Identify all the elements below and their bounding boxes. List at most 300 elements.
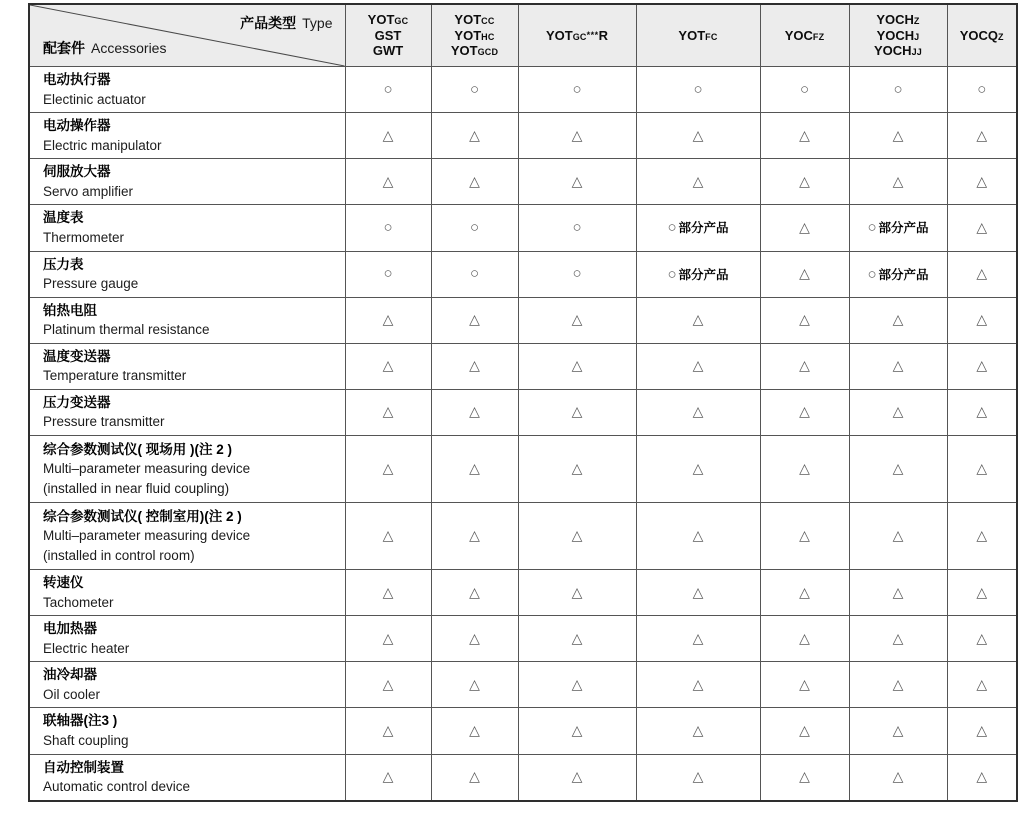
compatibility-cell (849, 343, 947, 389)
partial-products-label: 部分产品 (678, 267, 729, 282)
compatibility-cell (518, 205, 636, 251)
compatibility-cell (849, 754, 947, 801)
accessory-name-zh: 自动控制装置 (43, 759, 124, 775)
triangle-symbol: △ (976, 527, 988, 543)
triangle-symbol: △ (469, 460, 480, 476)
triangle-symbol: △ (571, 403, 583, 420)
column-header-text: FZ (812, 31, 825, 42)
accessory-label-cell (29, 708, 345, 754)
accessory-name-zh: 电动操作器 (43, 118, 111, 134)
compatibility-cell (947, 113, 1017, 159)
triangle-symbol: △ (469, 172, 480, 189)
compatibility-cell (636, 570, 760, 616)
compatibility-cell (947, 389, 1017, 435)
column-header-line (850, 43, 947, 59)
triangle-symbol: △ (382, 357, 394, 374)
column-header-line (346, 12, 431, 28)
compatibility-cell (345, 205, 431, 251)
triangle-symbol: △ (892, 126, 904, 143)
accessory-name-en: (installed in control room) (43, 547, 195, 563)
triangle-symbol: △ (799, 172, 810, 189)
circle-symbol: ○ (977, 80, 987, 98)
compatibility-cell (345, 503, 431, 570)
compatibility-cell (518, 113, 636, 159)
compatibility-cell (431, 297, 518, 343)
column-header-line (432, 12, 518, 28)
compatibility-cell (636, 251, 760, 297)
compatibility-cell (518, 67, 636, 113)
triangle-symbol: △ (892, 357, 904, 374)
accessory-name-zh: 压力表 (43, 256, 84, 272)
circle-symbol: ○ (572, 80, 582, 98)
triangle-symbol: △ (469, 126, 480, 143)
compatibility-cell (947, 436, 1017, 503)
compatibility-cell (345, 67, 431, 113)
compatibility-cell (760, 570, 849, 616)
accessory-label-cell (29, 754, 345, 801)
triangle-symbol: △ (892, 527, 904, 543)
table-row (29, 754, 1017, 801)
column-header-text: JJ (911, 47, 922, 58)
compatibility-cell (760, 297, 849, 343)
triangle-symbol: △ (892, 583, 904, 600)
triangle-symbol: △ (799, 583, 810, 600)
accessory-name-zh: 温度表 (43, 210, 84, 226)
triangle-symbol: △ (976, 357, 988, 374)
column-header-text: FC (705, 31, 718, 42)
triangle-symbol: △ (571, 357, 583, 374)
circle-symbol: ○ (667, 219, 677, 237)
column-header-text: YOT (678, 27, 706, 43)
accessory-name-zh: 电加热器 (43, 621, 97, 637)
triangle-symbol: △ (976, 768, 988, 785)
triangle-symbol: △ (799, 460, 810, 476)
triangle-symbol: △ (799, 721, 810, 738)
triangle-symbol: △ (892, 311, 904, 328)
table-row (29, 662, 1017, 708)
triangle-symbol: △ (799, 629, 810, 646)
circle-symbol: ○ (383, 80, 393, 98)
compatibility-cell (760, 436, 849, 503)
triangle-symbol: △ (892, 675, 904, 692)
triangle-symbol: △ (469, 311, 480, 328)
accessory-name-en: Multi–parameter measuring device (43, 461, 251, 477)
triangle-symbol: △ (382, 460, 394, 476)
compatibility-cell (345, 708, 431, 754)
column-header-line (850, 28, 947, 44)
triangle-symbol: △ (382, 403, 394, 420)
compatibility-cell (760, 503, 849, 570)
partial-products-label: 部分产品 (878, 221, 929, 236)
triangle-symbol: △ (382, 768, 394, 785)
accessory-label-cell (29, 113, 345, 159)
triangle-symbol: △ (692, 527, 704, 543)
compatibility-cell (636, 67, 760, 113)
compatibility-cell (947, 708, 1017, 754)
compatibility-cell (947, 662, 1017, 708)
accessory-label-cell (29, 251, 345, 297)
triangle-symbol: △ (571, 721, 583, 738)
column-header-text: YOC (784, 27, 813, 43)
compatibility-cell (518, 662, 636, 708)
accessory-name-en: Automatic control device (43, 779, 191, 795)
compatibility-cell (345, 570, 431, 616)
compatibility-cell (518, 159, 636, 205)
triangle-symbol: △ (892, 721, 904, 738)
compatibility-cell (849, 159, 947, 205)
compatibility-cell (431, 113, 518, 159)
compatibility-cell (760, 113, 849, 159)
compatibility-cell (849, 708, 947, 754)
compatibility-cell (636, 503, 760, 570)
circle-symbol: ○ (799, 80, 810, 98)
column-header-text: HC (481, 31, 495, 42)
compatibility-cell (636, 297, 760, 343)
triangle-symbol: △ (469, 675, 480, 692)
column-header-text: J (914, 31, 920, 42)
table-body (29, 67, 1017, 801)
triangle-symbol: △ (382, 583, 394, 600)
accessory-name-zh: 伺服放大器 (43, 164, 111, 180)
triangle-symbol: △ (382, 675, 394, 692)
accessory-label-cell (29, 159, 345, 205)
compatibility-cell (518, 436, 636, 503)
compatibility-cell (636, 205, 760, 251)
triangle-symbol: △ (382, 629, 394, 646)
triangle-symbol: △ (571, 768, 583, 785)
triangle-symbol: △ (469, 527, 480, 543)
accessory-label-cell (29, 662, 345, 708)
column-header-text: YOCH (874, 43, 912, 59)
compatibility-cell (947, 159, 1017, 205)
table-row (29, 205, 1017, 251)
compatibility-cell (849, 251, 947, 297)
accessory-label-cell (29, 570, 345, 616)
accessory-name-zh: 综合参数测试仪( 控制室用)(注 2 ) (43, 508, 242, 524)
column-header-line (432, 28, 518, 44)
corner-header-cell (29, 4, 345, 67)
accessory-name-en: Thermometer (43, 229, 125, 245)
accessory-name-en: Oil cooler (43, 686, 101, 702)
accessory-name-en: Multi–parameter measuring device (43, 528, 251, 544)
accessories-label-zh: 配套件 (43, 40, 85, 56)
compatibility-cell (431, 67, 518, 113)
compatibility-cell (431, 436, 518, 503)
compatibility-cell (431, 616, 518, 662)
column-header-text: YOT (454, 27, 482, 43)
triangle-symbol: △ (571, 126, 583, 143)
compatibility-cell (849, 503, 947, 570)
triangle-symbol: △ (976, 675, 988, 692)
column-header (636, 4, 760, 67)
triangle-symbol: △ (692, 403, 704, 420)
triangle-symbol: △ (892, 403, 904, 420)
compatibility-cell (345, 436, 431, 503)
partial-products-label: 部分产品 (878, 267, 929, 282)
column-header (760, 4, 849, 67)
circle-symbol: ○ (469, 80, 480, 98)
column-header-line (346, 43, 431, 59)
compatibility-cell (947, 205, 1017, 251)
accessory-name-en: Platinum thermal resistance (43, 322, 210, 338)
compatibility-cell (518, 616, 636, 662)
compatibility-cell (636, 343, 760, 389)
accessory-label-cell (29, 436, 345, 503)
triangle-symbol: △ (382, 172, 394, 189)
catalog-page (0, 3, 1024, 817)
circle-symbol: ○ (469, 265, 480, 283)
column-header (849, 4, 947, 67)
compatibility-cell (431, 389, 518, 435)
triangle-symbol: △ (799, 265, 810, 282)
compatibility-cell (849, 389, 947, 435)
compatibility-cell (947, 67, 1017, 113)
circle-symbol: ○ (893, 80, 903, 98)
compatibility-cell (345, 251, 431, 297)
triangle-symbol: △ (892, 629, 904, 646)
triangle-symbol: △ (571, 583, 583, 600)
triangle-symbol: △ (976, 265, 988, 282)
triangle-symbol: △ (469, 583, 480, 600)
triangle-symbol: △ (469, 403, 480, 420)
triangle-symbol: △ (892, 768, 904, 785)
compatibility-cell (849, 297, 947, 343)
accessory-label-cell (29, 616, 345, 662)
triangle-symbol: △ (382, 721, 394, 738)
triangle-symbol: △ (976, 721, 988, 738)
triangle-symbol: △ (692, 460, 704, 476)
accessory-label-cell (29, 343, 345, 389)
compatibility-cell (760, 616, 849, 662)
column-header-text: GST (374, 27, 402, 43)
triangle-symbol: △ (799, 768, 810, 785)
accessories-label-en: Accessories (91, 40, 167, 56)
table-row (29, 67, 1017, 113)
accessory-label-cell (29, 389, 345, 435)
triangle-symbol: △ (571, 311, 583, 328)
compatibility-cell (431, 662, 518, 708)
table-row (29, 708, 1017, 754)
compatibility-cell (760, 389, 849, 435)
compatibility-cell (431, 754, 518, 801)
triangle-symbol: △ (692, 126, 704, 143)
column-header-line (519, 28, 636, 44)
table-row (29, 616, 1017, 662)
accessory-name-en: Servo amplifier (43, 183, 134, 199)
column-header-line (637, 28, 760, 44)
triangle-symbol: △ (469, 721, 480, 738)
table-row (29, 297, 1017, 343)
column-header (431, 4, 518, 67)
compatibility-cell (431, 251, 518, 297)
column-header-text: GCD (477, 47, 499, 58)
accessory-name-zh: 温度变送器 (43, 348, 111, 364)
compatibility-cell (947, 343, 1017, 389)
triangle-symbol: △ (469, 629, 480, 646)
triangle-symbol: △ (469, 357, 480, 374)
accessory-name-en: Tachometer (43, 594, 114, 610)
column-header-text: YOCQ (959, 27, 999, 43)
triangle-symbol: △ (692, 583, 704, 600)
triangle-symbol: △ (799, 357, 810, 374)
compatibility-cell (760, 708, 849, 754)
compatibility-cell (849, 662, 947, 708)
accessory-name-zh: 油冷却器 (43, 667, 97, 683)
column-header-text: YOCH (876, 27, 915, 43)
compatibility-cell (849, 570, 947, 616)
triangle-symbol: △ (692, 311, 704, 328)
compatibility-cell (518, 708, 636, 754)
column-header (345, 4, 431, 67)
compatibility-cell (431, 205, 518, 251)
triangle-symbol: △ (976, 629, 988, 646)
compatibility-cell (947, 251, 1017, 297)
triangle-symbol: △ (571, 172, 583, 189)
compatibility-cell (849, 205, 947, 251)
accessory-name-zh: 联轴器(注3 ) (43, 713, 118, 729)
compatibility-cell (947, 616, 1017, 662)
circle-symbol: ○ (667, 265, 677, 283)
compatibility-cell (345, 159, 431, 205)
partial-products-label: 部分产品 (678, 221, 729, 236)
triangle-symbol: △ (976, 460, 988, 476)
accessory-name-en: (installed in near fluid coupling) (43, 480, 230, 496)
compatibility-cell (431, 503, 518, 570)
column-header-text: Z (913, 15, 920, 26)
compatibility-cell (431, 708, 518, 754)
triangle-symbol: △ (799, 126, 810, 143)
compatibility-cell (518, 297, 636, 343)
compatibility-cell (636, 389, 760, 435)
compatibility-cell (345, 343, 431, 389)
accessory-name-en: Electric manipulator (43, 137, 162, 153)
compatibility-cell (760, 67, 849, 113)
triangle-symbol: △ (382, 527, 394, 543)
accessory-label-cell (29, 67, 345, 113)
triangle-symbol: △ (892, 172, 904, 189)
triangle-symbol: △ (976, 583, 988, 600)
accessories-compatibility-table (28, 3, 1018, 802)
table-row (29, 159, 1017, 205)
column-header-line (761, 28, 849, 44)
circle-symbol: ○ (867, 219, 877, 237)
triangle-symbol: △ (382, 126, 394, 143)
accessories-label (43, 38, 166, 58)
triangle-symbol: △ (976, 126, 988, 143)
compatibility-cell (431, 159, 518, 205)
accessory-name-zh: 铂热电阻 (43, 302, 97, 318)
column-header-text: CC (481, 15, 495, 26)
circle-symbol: ○ (867, 265, 877, 283)
compatibility-cell (636, 159, 760, 205)
compatibility-cell (636, 113, 760, 159)
compatibility-cell (518, 389, 636, 435)
triangle-symbol: △ (692, 768, 704, 785)
accessory-label-cell (29, 503, 345, 570)
compatibility-cell (431, 343, 518, 389)
accessory-name-en: Electric heater (43, 640, 130, 656)
compatibility-cell (431, 570, 518, 616)
compatibility-cell (518, 343, 636, 389)
compatibility-cell (518, 503, 636, 570)
accessory-label-cell (29, 297, 345, 343)
triangle-symbol: △ (469, 768, 480, 785)
compatibility-cell (849, 113, 947, 159)
column-header-line (432, 43, 518, 59)
accessory-name-en: Electinic actuator (43, 91, 146, 107)
triangle-symbol: △ (571, 527, 583, 543)
column-header-line (346, 28, 431, 44)
compatibility-cell (636, 754, 760, 801)
triangle-symbol: △ (976, 172, 988, 189)
compatibility-cell (760, 343, 849, 389)
column-header-text: GC (572, 31, 587, 42)
circle-symbol: ○ (572, 265, 582, 283)
triangle-symbol: △ (692, 721, 704, 738)
compatibility-cell (345, 297, 431, 343)
column-header-text: Z (998, 31, 1004, 42)
compatibility-cell (947, 503, 1017, 570)
triangle-symbol: △ (571, 460, 583, 476)
table-row (29, 389, 1017, 435)
triangle-symbol: △ (892, 460, 904, 476)
column-header-text: GWT (372, 43, 404, 59)
compatibility-cell (760, 205, 849, 251)
compatibility-cell (518, 251, 636, 297)
accessory-name-en: Pressure transmitter (43, 414, 165, 430)
product-type-label-en: Type (302, 15, 333, 31)
triangle-symbol: △ (571, 675, 583, 692)
column-header-text: YOT (450, 43, 478, 59)
triangle-symbol: △ (976, 311, 988, 328)
compatibility-cell (636, 436, 760, 503)
table-row (29, 343, 1017, 389)
column-header-text: *** (586, 29, 599, 40)
triangle-symbol: △ (692, 675, 704, 692)
accessory-label-cell (29, 205, 345, 251)
accessory-name-zh: 转速仪 (43, 575, 84, 590)
triangle-symbol: △ (799, 527, 810, 543)
triangle-symbol: △ (799, 311, 810, 328)
accessory-name-zh: 电动执行器 (43, 72, 111, 87)
circle-symbol: ○ (693, 80, 703, 98)
triangle-symbol: △ (692, 172, 704, 189)
product-type-label (240, 13, 332, 33)
circle-symbol: ○ (383, 218, 393, 236)
table-row (29, 570, 1017, 616)
table-row (29, 113, 1017, 159)
compatibility-cell (760, 662, 849, 708)
triangle-symbol: △ (799, 403, 810, 420)
compatibility-cell (636, 708, 760, 754)
compatibility-cell (760, 251, 849, 297)
column-header-text: YOT (367, 11, 395, 27)
triangle-symbol: △ (382, 311, 394, 328)
compatibility-cell (518, 754, 636, 801)
column-header (518, 4, 636, 67)
column-header-text: GC (394, 15, 409, 26)
compatibility-cell (849, 67, 947, 113)
compatibility-cell (345, 389, 431, 435)
column-header-line (948, 28, 1017, 44)
compatibility-cell (947, 570, 1017, 616)
accessory-name-zh: 综合参数测试仪( 现场用 )(注 2 ) (43, 441, 232, 457)
triangle-symbol: △ (799, 218, 810, 235)
circle-symbol: ○ (469, 218, 480, 236)
column-header-text: R (598, 27, 609, 43)
compatibility-cell (518, 570, 636, 616)
circle-symbol: ○ (383, 265, 393, 283)
